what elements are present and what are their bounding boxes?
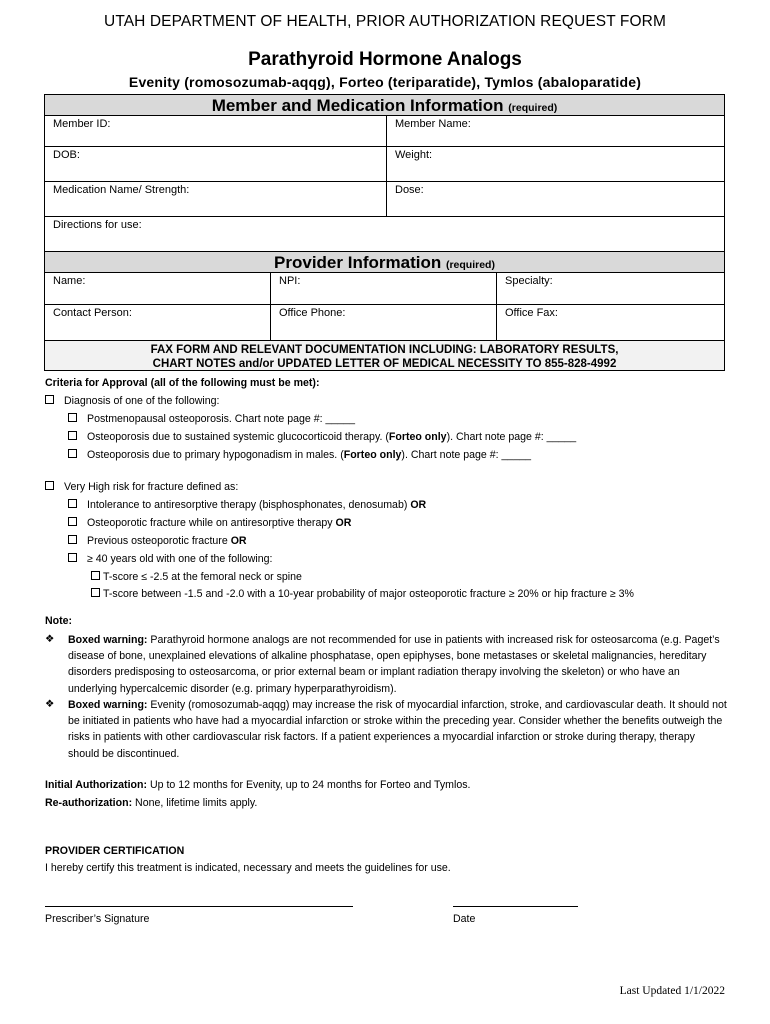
last-updated: Last Updated 1/1/2022 (619, 985, 725, 997)
provider-section (44, 251, 725, 341)
risk-intolerance-label: Intolerance to antiresorptive therapy (bisphosphonates, denosumab) (87, 499, 411, 511)
boxed-warning-2 (68, 697, 728, 762)
dx-postmenopausal-item (68, 413, 355, 425)
dx-hypogonadism-forteo: Forteo only (343, 449, 402, 461)
reauthorization (45, 797, 257, 809)
office-fax-field[interactable]: Office Fax: (505, 307, 558, 319)
provider-name-field[interactable]: Name: (45, 273, 271, 304)
member-section-title (45, 95, 724, 116)
diagnosis-checkbox[interactable] (45, 395, 54, 404)
risk-tscore-2-label: T-score between -1.5 and -2.0 with a 10-year probability of major osteoporotic fracture ≥ 20% or hip fracture ≥ 3% (103, 588, 634, 600)
risk-fracture-on-therapy-label: Osteoporotic fracture while on antiresorptive therapy (87, 517, 336, 529)
office-phone-field[interactable]: Office Phone: (271, 305, 497, 340)
boxed-warning-1-text: Parathyroid hormone analogs are not recommended for use in patients with increased risk for osteosarcoma (e.g. Paget’s disease of bone, unexplained elevations of alkaline phosphatase, open epiphyses, bone metastases or skeletal malignancies, hereditary disorders predisposing to osteosarcoma, or prior external beam or implant radiation therapy involving the skeleton) or who have an underlying hypercalcemic disorder (e.g. primary hyperparathyroidism). (68, 634, 720, 695)
initial-authorization (45, 779, 470, 791)
boxed-warning-1-label: Boxed warning: (68, 634, 148, 646)
initial-authorization-text: Up to 12 months for Evenity, up to 24 months for Forteo and Tymlos. (147, 779, 471, 791)
risk-fracture-on-therapy-checkbox[interactable] (68, 517, 77, 526)
dx-glucocorticoid-forteo: Forteo only (388, 431, 447, 443)
risk-tscore-2-item (91, 588, 634, 600)
contact-person-field[interactable]: Contact Person: (45, 305, 271, 340)
risk-checkbox[interactable] (45, 481, 54, 490)
boxed-warning-2-text: Evenity (romosozumab-aqqg) may increase the risk of myocardial infarction, stroke, and cardiovascular death. It should not be initiated in patients who have had a myocardial infarction or stroke within the preceding year. Consider whether the benefits outweigh the risks in patients with other cardiovascular risk factors. If a patient experiences a myocardial infarction or stroke during therapy, therapy should be discontinued. (68, 699, 727, 760)
dose-field[interactable]: Dose: (395, 184, 424, 196)
note-heading: Note: (45, 615, 73, 627)
member-id-field[interactable]: Member ID: (45, 116, 387, 146)
risk-previous-fracture-checkbox[interactable] (68, 535, 77, 544)
risk-intolerance-item (68, 499, 426, 511)
risk-tscore-1-label: T-score ≤ -2.5 at the femoral neck or spine (103, 571, 302, 583)
boxed-warning-1 (68, 632, 728, 697)
risk-tscore-1-checkbox[interactable] (91, 571, 100, 580)
criteria-heading: Criteria for Approval (all of the following must be met): (45, 377, 320, 389)
dx-hypogonadism-page: ). Chart note page #: _____ (401, 449, 531, 461)
risk-intolerance-or: OR (410, 499, 427, 511)
dx-hypogonadism-item (68, 449, 531, 461)
risk-fracture-on-therapy-or: OR (335, 517, 352, 529)
initial-authorization-label: Initial Authorization: (45, 779, 148, 791)
risk-previous-fracture-or: OR (230, 535, 247, 547)
specialty-field[interactable]: Specialty: (505, 275, 553, 287)
form-title: Parathyroid Hormone Analogs (248, 49, 522, 70)
diagnosis-item (45, 395, 219, 407)
dx-hypogonadism-label: Osteoporosis due to primary hypogonadism in males. ( (87, 449, 344, 461)
agency-header: UTAH DEPARTMENT OF HEALTH, PRIOR AUTHORIZATION REQUEST FORM (104, 13, 666, 30)
dob-field[interactable]: DOB: (45, 147, 387, 181)
dx-hypogonadism-checkbox[interactable] (68, 449, 77, 458)
certification-heading: PROVIDER CERTIFICATION (45, 845, 185, 857)
member-section (44, 94, 725, 252)
member-required-note: (required) (508, 102, 558, 114)
medication-field[interactable]: Medication Name/ Strength: (45, 182, 387, 216)
dx-glucocorticoid-label: Osteoporosis due to sustained systemic glucocorticoid therapy. ( (87, 431, 389, 443)
risk-previous-fracture-label: Previous osteoporotic fracture (87, 535, 231, 547)
risk-age-checkbox[interactable] (68, 553, 77, 562)
dx-postmenopausal-checkbox[interactable] (68, 413, 77, 422)
certification-statement: I hereby certify this treatment is indicated, necessary and meets the guidelines for use. (45, 862, 451, 874)
npi-field[interactable]: NPI: (271, 273, 497, 304)
member-name-field[interactable]: Member Name: (395, 118, 471, 130)
dx-postmenopausal-label: Postmenopausal osteoporosis. Chart note page #: _____ (87, 413, 355, 425)
provider-section-title (45, 252, 724, 273)
risk-fracture-on-therapy-item (68, 517, 351, 529)
fax-line-2: CHART NOTES and/or UPDATED LETTER OF MEDICAL NECESSITY TO 855-828-4992 (152, 358, 617, 370)
form-subtitle: Evenity (romosozumab-aqqg), Forteo (teriparatide), Tymlos (abaloparatide) (128, 74, 642, 90)
provider-required-note: (required) (445, 259, 495, 271)
risk-age-item (68, 553, 272, 565)
dx-glucocorticoid-page: ). Chart note page #: _____ (446, 431, 577, 443)
dx-glucocorticoid-checkbox[interactable] (68, 431, 77, 440)
signature-line[interactable] (45, 906, 353, 907)
warning-1-bullet: ❖ (45, 633, 55, 645)
risk-label: Very High risk for fracture defined as: (64, 481, 239, 493)
member-section-heading: Member and Medication Information (211, 96, 504, 115)
fax-instructions (44, 340, 725, 371)
reauthorization-text: None, lifetime limits apply. (132, 797, 258, 809)
weight-field[interactable]: Weight: (395, 149, 433, 161)
date-label: Date (453, 913, 476, 925)
risk-item (45, 481, 238, 493)
risk-tscore-2-checkbox[interactable] (91, 588, 100, 597)
directions-field[interactable]: Directions for use: (53, 219, 142, 231)
boxed-warning-2-label: Boxed warning: (68, 699, 148, 711)
risk-tscore-1-item (91, 571, 302, 583)
risk-intolerance-checkbox[interactable] (68, 499, 77, 508)
provider-section-heading: Provider Information (274, 253, 442, 272)
diagnosis-label: Diagnosis of one of the following: (64, 395, 220, 407)
signature-label: Prescriber’s Signature (45, 913, 150, 925)
fax-line-1: FAX FORM AND RELEVANT DOCUMENTATION INCLUDING: LABORATORY RESULTS, (150, 344, 619, 356)
risk-previous-fracture-item (68, 535, 247, 547)
warning-2-bullet: ❖ (45, 698, 55, 710)
risk-age-label: ≥ 40 years old with one of the following: (87, 553, 273, 565)
reauthorization-label: Re-authorization: (45, 797, 133, 809)
dx-glucocorticoid-item (68, 431, 576, 443)
date-line[interactable] (453, 906, 578, 907)
